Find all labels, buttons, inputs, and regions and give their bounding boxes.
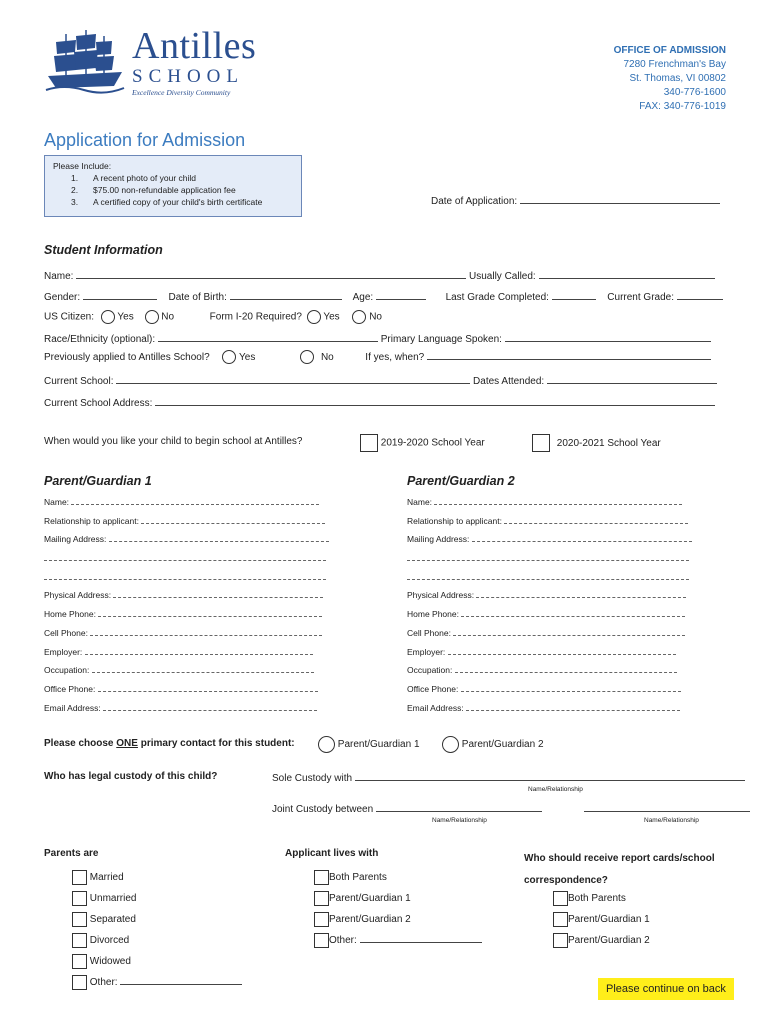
guardian2-field-input[interactable]	[504, 516, 688, 524]
us-citizen-no-radio[interactable]	[145, 310, 159, 324]
current-school-address-label: Current School Address:	[44, 398, 153, 409]
guardian-field-label: Employer:	[44, 646, 83, 657]
no-label: No	[161, 311, 175, 323]
parents-married-checkbox[interactable]	[72, 870, 87, 885]
sole-custody-row	[272, 771, 745, 784]
guardian-field-label: Home Phone:	[407, 609, 459, 620]
guardian-field-label: Email Address:	[44, 702, 101, 713]
gender-row	[44, 290, 723, 303]
lives-option-label: Parent/Guardian 1	[329, 893, 411, 904]
joint-custody-label: Joint Custody between	[272, 804, 374, 815]
yes-label: Yes	[117, 311, 134, 323]
include-item: A recent photo of your child	[93, 173, 197, 183]
guardian2-field-input[interactable]	[434, 497, 682, 505]
year-2020-checkbox[interactable]	[532, 434, 550, 452]
list-item	[314, 888, 482, 909]
citizen-row	[44, 310, 382, 324]
guardian1-heading: Parent/Guardian 1	[44, 474, 152, 488]
guardian-field-row	[407, 684, 697, 703]
begin-question: When would you like your child to begin school at Antilles?	[44, 436, 303, 447]
gender-label: Gender:	[44, 292, 81, 303]
parents-other-field[interactable]	[120, 975, 242, 985]
current-school-address-field[interactable]	[155, 396, 715, 406]
us-citizen-yes-radio[interactable]	[101, 310, 115, 324]
joint-custody-caption-2: Name/Relationship	[644, 817, 699, 824]
office-phone: 340-776-1600	[663, 87, 726, 98]
sole-custody-label: Sole Custody with	[272, 773, 353, 784]
parents-option-label: Divorced	[89, 935, 130, 946]
guardian-field-row	[407, 647, 697, 666]
previously-applied-row	[44, 350, 711, 364]
if-yes-field[interactable]	[427, 350, 711, 360]
parents-separated-checkbox[interactable]	[72, 912, 87, 927]
parents-option-label: Other:	[89, 977, 118, 988]
report-option-label: Both Parents	[568, 893, 626, 904]
year-2019-checkbox[interactable]	[360, 434, 378, 452]
name-label: Name:	[44, 271, 74, 282]
current-school-field[interactable]	[116, 374, 470, 384]
guardian2-field-input[interactable]	[448, 647, 676, 655]
parents-option-label: Unmarried	[89, 893, 137, 904]
lives-other-checkbox[interactable]	[314, 933, 329, 948]
previously-no-radio[interactable]	[300, 350, 314, 364]
parents-divorced-checkbox[interactable]	[72, 933, 87, 948]
guardian2-field-input[interactable]	[455, 665, 677, 673]
sole-custody-caption: Name/Relationship	[528, 786, 583, 793]
guardian-field-row	[44, 590, 334, 609]
list-item	[553, 930, 650, 951]
gender-field[interactable]	[83, 290, 157, 300]
guardian-field-row	[407, 572, 697, 591]
guardian2-fields	[407, 497, 697, 721]
guardian-field-label: Name:	[44, 497, 70, 507]
parents-option-label: Widowed	[89, 956, 131, 967]
guardian1-field-input[interactable]	[103, 703, 317, 711]
if-yes-label: If yes, when?	[365, 352, 425, 363]
guardian2-field-input[interactable]	[461, 609, 685, 617]
no-label: No	[320, 352, 334, 363]
usually-called-label: Usually Called:	[469, 271, 536, 282]
guardian-field-label: Home Phone:	[44, 609, 96, 620]
lives-option-label: Both Parents	[329, 872, 387, 883]
report-cards-heading	[524, 848, 715, 892]
office-address-line1: 7280 Frenchman's Bay	[623, 59, 726, 70]
include-num: 2.	[71, 185, 79, 195]
current-school-row	[44, 374, 717, 387]
begin-option-2	[532, 434, 661, 452]
list-item	[72, 951, 242, 972]
begin-option-1	[360, 434, 485, 452]
guardian1-field-input[interactable]	[98, 684, 318, 692]
guardian-field-label: Physical Address:	[407, 590, 475, 601]
ship-icon	[44, 28, 126, 94]
guardian1-fields	[44, 497, 334, 721]
yes-label: Yes	[323, 311, 340, 323]
guardian1-field-input[interactable]	[85, 647, 313, 655]
guardian-field-row	[44, 534, 334, 553]
lives-other-field[interactable]	[360, 933, 482, 943]
usually-called-field[interactable]	[539, 269, 715, 279]
guardian-field-label: Office Phone:	[44, 683, 96, 694]
guardian2-heading: Parent/Guardian 2	[407, 474, 515, 488]
logo-tagline: Excellence Diversity Community	[132, 88, 231, 97]
parents-other-checkbox[interactable]	[72, 975, 87, 990]
guardian-field-label: Employer:	[407, 646, 446, 657]
form-i20-yes-radio[interactable]	[307, 310, 321, 324]
current-school-address-row	[44, 396, 715, 409]
primary-guardian1-radio[interactable]	[318, 736, 335, 753]
parents-option-label: Separated	[89, 914, 136, 925]
student-name-row	[44, 269, 715, 282]
date-of-application-field[interactable]	[520, 194, 720, 204]
guardian2-field-input[interactable]	[466, 703, 680, 711]
guardian-field-label: Occupation:	[407, 665, 453, 676]
date-of-application-label: Date of Application:	[431, 196, 518, 207]
primary-question-one: ONE	[116, 738, 138, 749]
guardian-field-row	[44, 609, 334, 628]
guardian-field-label: Email Address:	[407, 702, 464, 713]
guardian-field-row	[44, 497, 334, 516]
guardian-field-row	[44, 572, 334, 591]
current-school-label: Current School:	[44, 376, 114, 387]
list-item	[314, 867, 482, 888]
joint-custody-caption-1: Name/Relationship	[432, 817, 487, 824]
include-item: $75.00 non-refundable application fee	[93, 185, 236, 195]
guardian-field-row	[407, 590, 697, 609]
race-label: Race/Ethnicity (optional):	[44, 334, 156, 345]
year-2020-label: 2020-2021 School Year	[556, 437, 661, 449]
last-grade-field[interactable]	[552, 290, 596, 300]
guardian-field-row	[44, 553, 334, 572]
logo-school: SCHOOL	[132, 66, 245, 87]
guardian2-field-input[interactable]	[476, 590, 686, 598]
primary-option-1	[318, 736, 420, 753]
guardian2-field-input[interactable]	[407, 553, 689, 561]
include-box	[44, 155, 302, 217]
guardian1-field-input[interactable]	[113, 590, 323, 598]
date-of-application-row	[431, 194, 720, 207]
include-num: 3.	[71, 197, 79, 207]
guardian2-field-input[interactable]	[453, 628, 685, 636]
current-grade-label: Current Grade:	[607, 292, 674, 303]
guardian1-field-input[interactable]	[44, 572, 326, 580]
list-item	[72, 930, 242, 951]
guardian-field-row	[44, 647, 334, 666]
list-item	[314, 909, 482, 930]
guardian-field-row	[44, 665, 334, 684]
office-heading: OFFICE OF ADMISSION	[613, 45, 726, 56]
student-name-field[interactable]	[76, 269, 466, 279]
lives-option-label: Parent/Guardian 2	[329, 914, 411, 925]
report-guardian2-checkbox[interactable]	[553, 933, 568, 948]
continue-on-back-note: Please continue on back	[598, 978, 734, 1000]
guardian1-field-input[interactable]	[71, 497, 319, 505]
guardian-field-row	[407, 497, 697, 516]
lives-with-list	[314, 867, 482, 951]
include-heading: Please Include:	[53, 161, 112, 171]
guardian2-field-input[interactable]	[461, 684, 681, 692]
report-cards-heading-line2: correspondence?	[524, 875, 608, 886]
guardian1-field-input[interactable]	[90, 628, 322, 636]
report-option-label: Parent/Guardian 2	[568, 935, 650, 946]
lives-guardian2-checkbox[interactable]	[314, 912, 329, 927]
lives-with-heading: Applicant lives with	[285, 848, 379, 859]
dob-label: Date of Birth:	[168, 292, 227, 303]
lives-both-checkbox[interactable]	[314, 870, 329, 885]
primary-contact-question	[44, 738, 295, 749]
race-field[interactable]	[158, 332, 378, 342]
guardian1-field-input[interactable]	[92, 665, 314, 673]
primary-option-2	[442, 736, 544, 753]
dates-attended-label: Dates Attended:	[473, 376, 545, 387]
list-item	[72, 888, 242, 909]
guardian-field-row	[44, 703, 334, 722]
parents-are-heading: Parents are	[44, 848, 99, 859]
school-logo	[44, 25, 257, 100]
list-item	[553, 909, 650, 930]
report-both-checkbox[interactable]	[553, 891, 568, 906]
report-cards-heading-line1: Who should receive report cards/school	[524, 853, 715, 864]
joint-custody-field-1[interactable]	[376, 802, 542, 812]
list-item	[72, 972, 242, 993]
year-2019-label: 2019-2020 School Year	[380, 437, 485, 449]
language-label: Primary Language Spoken:	[380, 334, 502, 345]
guardian-field-label: Relationship to applicant:	[407, 515, 502, 526]
lives-guardian1-checkbox[interactable]	[314, 891, 329, 906]
guardian-field-label: Mailing Address:	[407, 534, 470, 545]
guardian-field-label: Cell Phone:	[407, 627, 451, 638]
age-label: Age:	[352, 292, 374, 303]
custody-question: Who has legal custody of this child?	[44, 771, 218, 782]
list-item	[72, 909, 242, 930]
parents-option-label: Married	[89, 872, 124, 883]
office-fax: FAX: 340-776-1019	[639, 101, 726, 112]
begin-school-row	[44, 436, 302, 447]
guardian1-field-input[interactable]	[44, 553, 326, 561]
us-citizen-label: US Citizen:	[44, 311, 95, 323]
dates-attended-field[interactable]	[547, 374, 717, 384]
guardian-field-label: Name:	[407, 497, 433, 507]
guardian2-field-input[interactable]	[407, 572, 689, 580]
list-item	[314, 930, 482, 951]
primary-guardian1-label: Parent/Guardian 1	[337, 739, 420, 751]
list-item	[553, 888, 650, 909]
office-address	[614, 44, 726, 114]
yes-label: Yes	[239, 352, 256, 363]
primary-guardian2-radio[interactable]	[442, 736, 459, 753]
guardian-field-row	[44, 684, 334, 703]
dob-field[interactable]	[230, 290, 342, 300]
race-row	[44, 332, 711, 345]
guardian1-field-input[interactable]	[109, 534, 329, 542]
office-address-line2: St. Thomas, VI 00802	[629, 73, 726, 84]
guardian-field-row	[407, 609, 697, 628]
guardian-field-row	[407, 628, 697, 647]
guardian-field-label: Physical Address:	[44, 590, 112, 601]
guardian-field-label: Office Phone:	[407, 683, 459, 694]
guardian-field-row	[44, 516, 334, 535]
guardian-field-label: Relationship to applicant:	[44, 515, 139, 526]
guardian2-field-input[interactable]	[472, 534, 692, 542]
guardian1-field-input[interactable]	[98, 609, 322, 617]
report-guardian1-checkbox[interactable]	[553, 912, 568, 927]
guardian-field-label: Cell Phone:	[44, 627, 88, 638]
primary-question-post: primary contact for this student:	[137, 738, 295, 749]
age-field[interactable]	[376, 290, 426, 300]
guardian-field-row	[407, 516, 697, 535]
guardian-field-row	[407, 534, 697, 553]
guardian-field-row	[407, 703, 697, 722]
guardian-field-label: Occupation:	[44, 665, 90, 676]
include-num: 1.	[71, 173, 79, 183]
guardian1-field-input[interactable]	[141, 516, 325, 524]
language-field[interactable]	[505, 332, 711, 342]
guardian-field-row	[407, 665, 697, 684]
sole-custody-field[interactable]	[355, 771, 745, 781]
no-label: No	[369, 311, 382, 323]
primary-guardian2-label: Parent/Guardian 2	[461, 739, 544, 751]
report-option-label: Parent/Guardian 1	[568, 914, 650, 925]
joint-custody-row	[272, 802, 750, 815]
form-i20-label: Form I-20 Required?	[209, 311, 302, 323]
parents-unmarried-checkbox[interactable]	[72, 891, 87, 906]
form-i20-no-radio[interactable]	[352, 310, 366, 324]
page-title: Application for Admission	[44, 130, 246, 150]
guardian-field-row	[407, 553, 697, 572]
lives-option-label: Other:	[329, 935, 357, 946]
parents-are-list	[72, 867, 242, 993]
joint-custody-field-2[interactable]	[584, 802, 750, 812]
guardian-field-row	[44, 628, 334, 647]
primary-question-pre: Please choose	[44, 738, 117, 749]
report-cards-list	[553, 888, 650, 951]
current-grade-field[interactable]	[677, 290, 723, 300]
include-item: A certified copy of your child's birth certificate	[93, 197, 263, 207]
student-info-heading: Student Information	[44, 243, 163, 257]
parents-widowed-checkbox[interactable]	[72, 954, 87, 969]
previously-yes-radio[interactable]	[222, 350, 236, 364]
logo-name: Antilles	[132, 25, 257, 67]
previously-applied-label: Previously applied to Antilles School?	[44, 352, 210, 363]
guardian-field-label: Mailing Address:	[44, 534, 107, 545]
list-item	[72, 867, 242, 888]
last-grade-label: Last Grade Completed:	[445, 292, 549, 303]
